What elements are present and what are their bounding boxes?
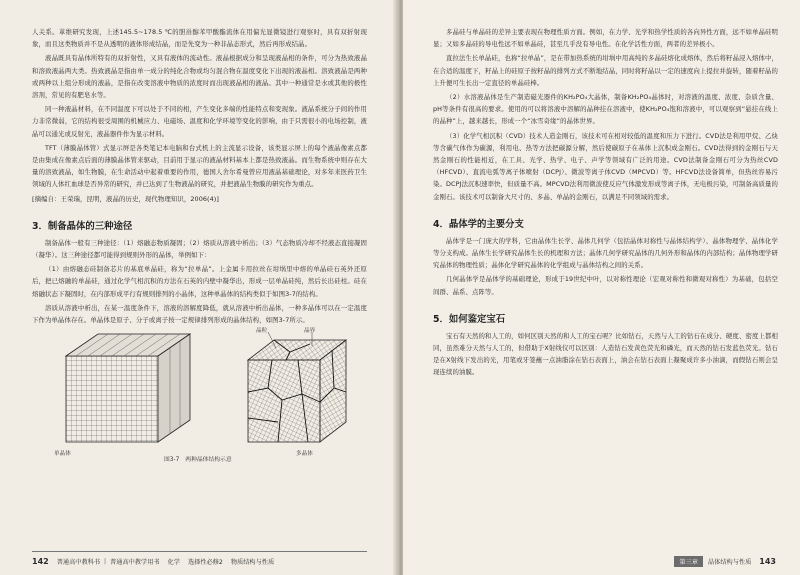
footer-chapter: 物质结构与性质	[230, 558, 275, 566]
section-heading: 4．晶体学的主要分支	[433, 218, 524, 230]
left-footer	[32, 551, 367, 567]
section-heading: 5．如何鉴定宝石	[433, 313, 506, 325]
footer-separator: |	[104, 557, 107, 565]
figure-number: 图3-7	[164, 457, 180, 464]
right-page	[403, 0, 800, 575]
left-page	[0, 0, 397, 575]
paragraph: 液晶既具有晶体所特有的双折射性，又具有液体的流动性。液晶根据成分和呈现液晶相的条件，可分为热致液晶和溶致液晶两大类。热致液晶是指由单一成分的纯化合物或均匀混合物在温度变化下出现的液晶相。溶致液晶是两种或两种以上组分形成的液晶，是指在改变溶液中物质的浓度时而出现液晶相的液晶。其中一种通常是水或其他的极性溶剂，常见的有肥皂水等。	[32, 54, 367, 100]
paragraph: 制备晶体一般有三种途径：（1）熔融态物质凝固；（2）熔质从溶液中析出；（3）气态物质冷却不经液态直接凝固（凝华）。这三种途径都可能得到规则外形的晶体，举例如下：	[32, 238, 367, 260]
paragraph: 几何晶体学是晶体学的基础理论，形成于19世纪中叶，以对称性理论（宏观对称性和微观对称性）为基础，包括空间群、晶系、点阵等。	[433, 275, 778, 296]
figure-caption-text: 两种晶体结构示意	[185, 457, 232, 464]
single-crystal-figure	[46, 330, 216, 458]
polycrystal-label: 多晶体	[296, 451, 313, 458]
grain-label: 晶粒	[256, 328, 268, 335]
footer-book: 普通高中教科书	[56, 558, 101, 566]
paragraph: 直拉法生长单晶硅，也称“拉单晶”，是在带加热系统的坩埚中用高纯的多晶硅熔化成熔体，然后将籽晶浸入熔体中，在合适的温度下，籽晶上的硅原子按籽晶的排列方式不断地结晶，同时将籽晶以一定的速度向上提拉并旋转，随着籽晶的上升便可生长出一定直径的单晶硅棒。	[433, 54, 778, 87]
polycrystal-figure	[238, 328, 356, 458]
chapter-title: 晶体结构与性质	[707, 558, 752, 566]
footer-subject: 化学	[167, 558, 180, 566]
single-crystal-cube-graphic	[46, 330, 216, 448]
paragraph: TFT（薄膜晶体管）式显示屏是各类笔记本电脑和台式机上的主流显示设备，该类显示屏上的每个液晶像素点都是由集成在像素点后面的薄膜晶体管来驱动，目前用于显示的液晶材料基本上都是热致液晶。而生物系统中则存在大量的溶致液晶，如生物膜，在生命活动中起着重要的作用，德国人舍尔希曼曾应用液晶基础理论，对多年来医药卫生领域的人体红血球是否异常的研究，并已达到了生物液晶的研究，并把液晶生物膜的研究作为重点。	[32, 143, 367, 189]
paragraph: （2）水溶液晶体是生产制造磁光器件的KH₂PO₄大晶体，制备KH₂PO₄晶体时，对溶液的温度、浓度、杂质含量、pH等条件有很高的要求。使用的可以将溶液中溶解的晶种挂在溶液中，使KH₂PO₄饱和溶液中，可以观察到“悬挂在线上的晶种”上，越来越长，形成一个“冰雪奇缘”的晶体世界。	[433, 93, 778, 126]
single-crystal-label: 单晶体	[54, 451, 71, 458]
page-number: 142	[32, 556, 49, 566]
figure-caption	[164, 454, 238, 463]
paragraph: （1）由熔融态硅制备芯片的基底单晶硅，称为“拉单晶”。上金属卡用拉丝在坩埚里中熔的单晶硅石英外还原后，把已熔融的单晶硅，通过化学气相沉积的方法在石英的内壁中凝华出，形成一层单晶硅纯，然后长出硅柱。硅在熔融状态下凝固时，在内部形成平行有规则排列的小晶体，这种单晶体的结构类似于如图3-7的结构。	[32, 265, 367, 298]
right-column	[433, 26, 778, 381]
page-number: 143	[759, 556, 776, 566]
paragraph: 溶质从溶液中析出，在某一温度条件下，溶液的溶解度降低，就从溶液中析出晶体，一种多晶体可以在一定温度下作为单晶体存在。单晶体是原子、分子或离子按一定规律排列形成的晶体结构，如图3-7所示。	[32, 303, 367, 325]
footer-volume: 选择性必修2	[187, 558, 223, 566]
citation: [摘编自：王荣瑞，昆明，液晶的历史，现代物理知识，2006(4)]	[32, 194, 219, 203]
paragraph: 人关系。革维研究发现，上述145.5~178.5 ℃的胆甾醇苯甲酸酯流体在用偏光显微镜进行观察时，具有双折射现象，而且这类物质并不是从透明的液体形成结晶，而是先变为一种非晶态形式，然后再形成结晶。	[32, 28, 367, 49]
footer-series: 普通高中教学用书	[110, 558, 160, 566]
paragraph: （3）化学气相沉积（CVD）技术人造金刚石，该技术可在相对较低的温度和压力下进行。CVD法是利用甲烷、乙炔等含碳气体作为碳源，利用电、热等方法把碳源分解，然后使碳原子在基体上沉积成金刚石。CVD法得到的金刚石与天然金刚石的性能相近，在工具、光学、热学、电子、声学等领域有广泛的用途。CVD法制备金刚石可分为热丝CVD（HFCVD）、直流电弧等离子体喷射（DCPJ）、微波等离子体CVD（MPCVD）等。HFCVD法设备简单，但热丝容易污染。DCPJ法沉积速率快，但质量不高。MPCVD法利用微波使反应气体激发形成等离子体，无电极污染，可制备高质量的金刚石。该技术可以制备大尺寸的、多晶、单晶的金刚石，以满足不同领域的需求。	[433, 131, 778, 201]
figure-3-7	[32, 330, 367, 466]
chapter-tag: 第三章	[674, 556, 703, 567]
section-heading: 3．制备晶体的三种途径	[32, 220, 133, 232]
grain-boundary-label: 晶界	[304, 328, 316, 335]
left-column	[32, 26, 367, 466]
paragraph: 宝石有天然的和人工的，如何区别天然的和人工的宝石呢？比如钻石，天然与人工的钻石在成分、硬度、密度上都相同，虽然难分天然与人工的，但借助于X射线仪可以区别：人造钻石发黄色荧光和磷光，而天然的钻石发蓝色荧光。钻石是在X射线下发出的光，用笔或牙签蘸一点油脂涂在钻石表面上，油会在钻石表面上凝聚成许多小油滴，而假钻石则会呈现连续的油膜。	[433, 331, 778, 377]
paragraph: 同一种液晶材料，在不同温度下可以处于不同的相，产生变化多端的性能特点和变现象。液晶系统分子间的作用力非常微弱，它的结构很受周围的机械应力、电磁场、温度和化学环境等变化的影响，由于只需很小的电场控制，液晶可以通光或反射光，液晶器件作为显示材料。	[32, 105, 367, 138]
paragraph: 多晶硅与单晶硅的差异主要表现在物理性质方面。例如，在力学、光学和热学性质的各向异性方面，远不如单晶硅明显；又如多晶硅的导电性远不如单晶硅，甚至几乎没有导电性。在化学活性方面，两者的差异极小。	[433, 28, 778, 49]
right-footer	[674, 555, 776, 567]
polycrystal-cube-graphic	[238, 330, 356, 448]
paragraph: 晶体学是一门庞大的学科，它由晶体生长学、晶体几何学（包括晶体对称性与晶体结构学）、晶体物理学、晶体化学等分支构成。晶体生长学研究晶体生长的机理和方法；晶体几何学研究晶体的几何外形和晶体的内部结构；晶体物理学研究晶体的物理性质；晶体化学研究晶体的化学组成与晶体结构之间的关系。	[433, 236, 778, 270]
